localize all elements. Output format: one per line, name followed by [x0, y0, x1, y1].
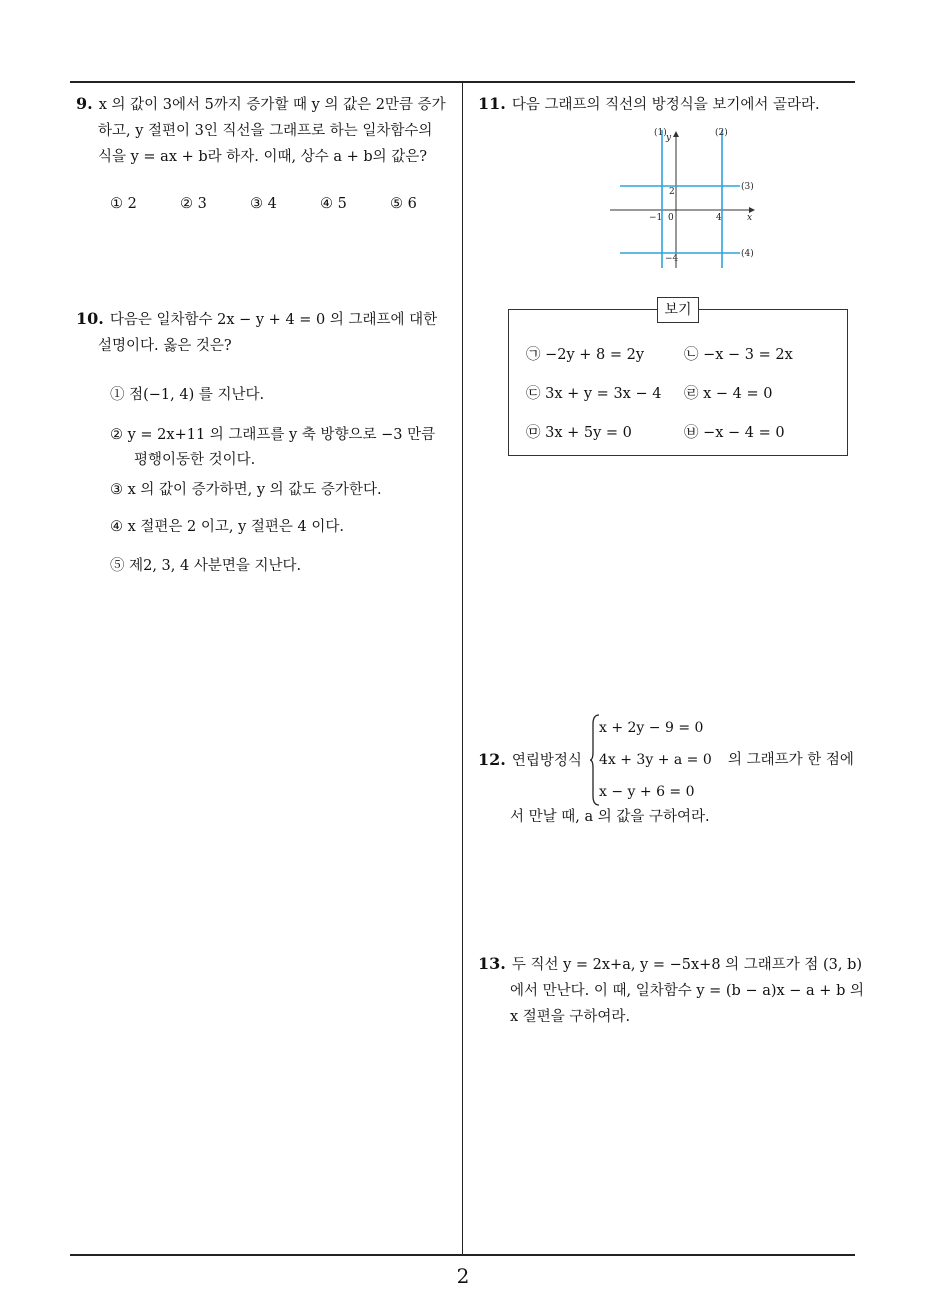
- choice-2[interactable]: ② y = 2x+11 의 그래프를 y 축 방향으로 −3 만큼: [110, 427, 436, 443]
- choice-1[interactable]: ① 2: [110, 196, 137, 212]
- question-number: 11.: [478, 94, 506, 113]
- equation-2: 4x + 3y + a = 0: [599, 752, 712, 768]
- question-text-line: 두 직선 y = 2x+a, y = −5x+8 의 그래프가 점 (3, b): [511, 957, 863, 973]
- line-graph: [608, 122, 758, 270]
- choice-3[interactable]: ③ 4: [250, 196, 277, 212]
- question-13: [478, 951, 864, 1030]
- question-number: 13.: [478, 954, 506, 973]
- graph-lines: [620, 130, 740, 268]
- tick-label: 4: [716, 213, 722, 223]
- question-11: [478, 91, 858, 118]
- tick-label: −4: [665, 254, 679, 264]
- choice-2-continued: 평행이동한 것이다.: [134, 452, 256, 468]
- options-box-title: 보기: [657, 297, 699, 323]
- choice-3[interactable]: ③ x 의 값이 증가하면, y 의 값도 증가한다.: [110, 482, 382, 498]
- y-axis-label: y: [666, 133, 672, 143]
- question-text-line: x 의 값이 3에서 5까지 증가할 때 y 의 값은 2만큼 증가: [98, 97, 446, 113]
- option-d[interactable]: ㉣ x − 4 = 0: [684, 386, 773, 402]
- question-number: 10.: [76, 309, 104, 328]
- option-c[interactable]: ㉢ 3x + y = 3x − 4: [526, 386, 662, 402]
- question-number: 9.: [76, 94, 93, 113]
- equation-3: x − y + 6 = 0: [599, 784, 695, 800]
- question-text-line: 하고, y 절편이 3인 직선을 그래프로 하는 일차함수의: [98, 123, 433, 139]
- option-e[interactable]: ㉤ 3x + 5y = 0: [526, 425, 632, 441]
- choice-5[interactable]: ⑤ 6: [390, 196, 417, 212]
- choice-2[interactable]: ② 3: [180, 196, 207, 212]
- choice-1[interactable]: ① 점(−1, 4) 를 지난다.: [110, 387, 265, 403]
- question-text: 연립방정식: [511, 753, 582, 769]
- question-text: 다음 그래프의 직선의 방정식을 보기에서 골라라.: [511, 97, 820, 113]
- y-axis-arrow: [673, 131, 679, 137]
- bottom-rule: [70, 1254, 855, 1256]
- question-12-label: [478, 747, 582, 774]
- x-axis-label: x: [747, 213, 753, 223]
- equation-system: [590, 714, 720, 806]
- column-divider: [462, 82, 463, 1255]
- question-text-line: 다음은 일차함수 2x − y + 4 = 0 의 그래프에 대한: [109, 312, 438, 328]
- equation-1: x + 2y − 9 = 0: [599, 720, 704, 736]
- option-a[interactable]: ㉠ −2y + 8 = 2y: [526, 347, 645, 363]
- label-line-2: (2): [715, 128, 728, 138]
- question-10: [76, 306, 458, 359]
- question-text-line: x 절편을 구하여라.: [510, 1009, 631, 1025]
- tick-label: 0: [668, 213, 674, 223]
- question-12-suffix: [728, 747, 854, 773]
- question-text: 의 그래프가 한 점에: [728, 752, 854, 768]
- question-number: 12.: [478, 750, 506, 769]
- choice-4[interactable]: ④ x 절편은 2 이고, y 절편은 4 이다.: [110, 519, 344, 535]
- axes: [610, 134, 752, 268]
- question-text-line: 식을 y = ax + b라 하자. 이때, 상수 a + b의 값은?: [98, 149, 428, 165]
- label-line-3: (3): [741, 182, 754, 192]
- tick-label: −1: [649, 213, 663, 223]
- question-text: 서 만날 때, a 의 값을 구하여라.: [510, 809, 710, 825]
- option-f[interactable]: ㉥ −x − 4 = 0: [684, 425, 785, 441]
- label-line-1: (1): [654, 128, 667, 138]
- question-12-line2: [510, 804, 710, 830]
- question-text-line: 설명이다. 옳은 것은?: [98, 338, 232, 354]
- tick-label: 2: [669, 187, 675, 197]
- question-9: [76, 91, 458, 170]
- option-b[interactable]: ㉡ −x − 3 = 2x: [684, 347, 793, 363]
- choice-5[interactable]: ⑤ 제2, 3, 4 사분면을 지난다.: [110, 558, 302, 574]
- page-number: 2: [456, 1264, 470, 1288]
- label-line-4: (4): [741, 249, 754, 259]
- choice-4[interactable]: ④ 5: [320, 196, 347, 212]
- question-text-line: 에서 만난다. 이 때, 일차함수 y = (b − a)x − a + b 의: [510, 983, 864, 999]
